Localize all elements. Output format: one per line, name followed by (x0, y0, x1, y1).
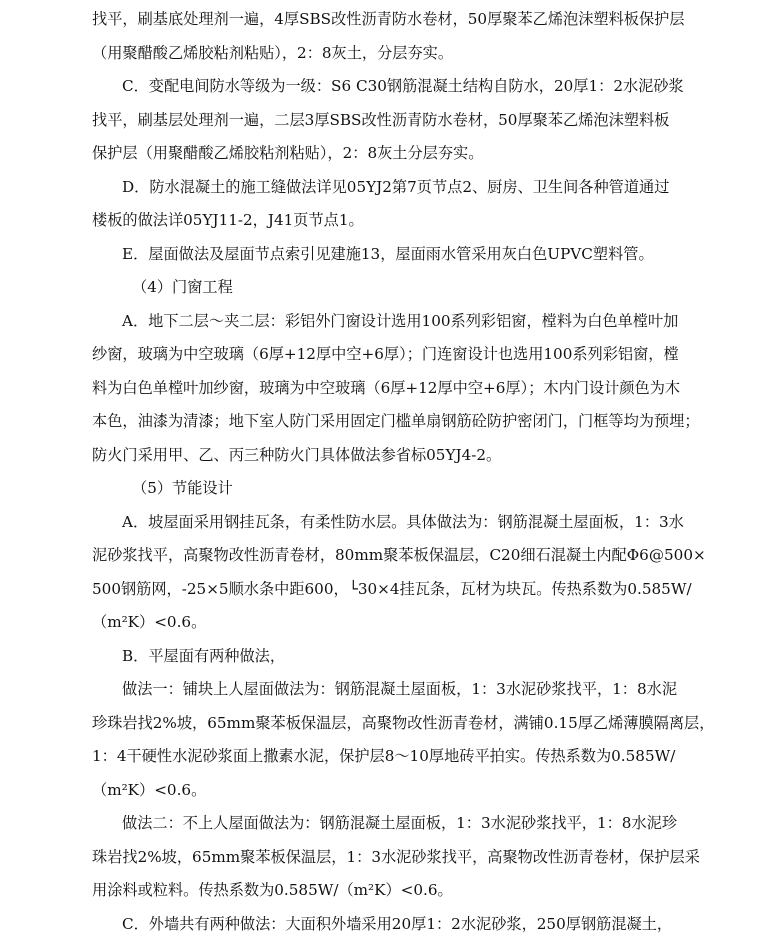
text-line: 用涂料或粒料。传热系数为0.585W/（m²K）<0.6。 (92, 874, 719, 908)
text-line: 纱窗，玻璃为中空玻璃（6厚+12厚中空+6厚）；门连窗设计也选用100系列彩铝窗，樘 (92, 338, 719, 372)
text-line: 1：4干硬性水泥砂浆面上撒素水泥，保护层8～10厚地砖平拍实。传热系数为0.585W/ (92, 740, 719, 774)
text-line: A．地下二层～夹二层：彩铝外门窗设计选用100系列彩铝窗，樘料为白色单樘叶加 (92, 305, 719, 339)
text-line: 找平，刷基层处理剂一遍，二层3厚SBS改性沥青防水卷材，50厚聚苯乙烯泡沫塑料板 (92, 104, 719, 138)
text-line: C．外墙共有两种做法：大面积外墙采用20厚1：2水泥砂浆，250厚钢筋混凝土， (92, 908, 719, 941)
text-line: 做法二：不上人屋面做法为：钢筋混凝土屋面板，1：3水泥砂浆找平，1：8水泥珍 (92, 807, 719, 841)
section-heading: （4）门窗工程 (92, 271, 719, 305)
text-line: 料为白色单樘叶加纱窗，玻璃为中空玻璃（6厚+12厚中空+6厚）；木内门设计颜色为木 (92, 372, 719, 406)
text-line: B．平屋面有两种做法， (92, 640, 719, 674)
text-line: 500钢筋网，-25×5顺水条中距600，└30×4挂瓦条，瓦材为块瓦。传热系数为0.585W/ (92, 573, 719, 607)
text-line: 珠岩找2%坡，65mm聚苯板保温层，1：3水泥砂浆找平，高聚物改性沥青卷材，保护层采 (92, 841, 719, 875)
text-line: C．变配电间防水等级为一级：S6 C30钢筋混凝土结构自防水，20厚1：2水泥砂浆 (92, 70, 719, 104)
text-line: 保护层（用聚醋酸乙烯胶粘剂粘贴），2：8灰土分层夯实。 (92, 137, 719, 171)
text-line: （用聚醋酸乙烯胶粘剂粘贴），2：8灰土，分层夯实。 (92, 37, 719, 71)
text-line: D．防水混凝土的施工缝做法详见05YJ2第7页节点2、厨房、卫生间各种管道通过 (92, 171, 719, 205)
text-line: 找平，刷基底处理剂一遍，4厚SBS改性沥青防水卷材，50厚聚苯乙烯泡沫塑料板保护层 (92, 3, 719, 37)
text-line: E．屋面做法及屋面节点索引见建施13，屋面雨水管采用灰白色UPVC塑料管。 (92, 238, 719, 272)
text-line: （m²K）<0.6。 (92, 606, 719, 640)
text-line: 防火门采用甲、乙、丙三种防火门具体做法参省标05YJ4-2。 (92, 439, 719, 473)
text-line: 楼板的做法详05YJ11-2，J41页节点1。 (92, 204, 719, 238)
text-line: （m²K）<0.6。 (92, 774, 719, 808)
section-heading: （5）节能设计 (92, 472, 719, 506)
text-line: A．坡屋面采用钢挂瓦条，有柔性防水层。具体做法为：钢筋混凝土屋面板，1：3水 (92, 506, 719, 540)
text-line: 本色，油漆为清漆；地下室人防门采用固定门槛单扇钢筋砼防护密闭门，门框等均为预埋； (92, 405, 719, 439)
text-line: 珍珠岩找2%坡，65mm聚苯板保温层，高聚物改性沥青卷材，满铺0.15厚乙烯薄膜隔离层， (92, 707, 719, 741)
text-line: 泥砂浆找平，高聚物改性沥青卷材，80mm聚苯板保温层，C20细石混凝土内配Φ6@500× (92, 539, 719, 573)
text-line: 做法一：铺块上人屋面做法为：钢筋混凝土屋面板，1：3水泥砂浆找平，1：8水泥 (92, 673, 719, 707)
